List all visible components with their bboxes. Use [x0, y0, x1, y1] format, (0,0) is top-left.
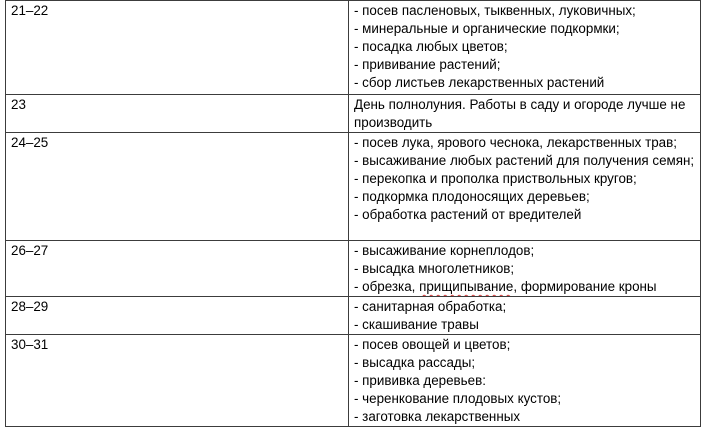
list-item [354, 278, 696, 296]
list-item: - минеральные и органические подкормки; [354, 21, 620, 36]
list-item: - посев овощей и цветов; [354, 337, 511, 352]
list-item: - высаживание любых растений для получения семян; [354, 153, 695, 168]
list-item: - заготовка лекарственных [354, 409, 521, 424]
list-item: - посев лука, ярового чеснока, лекарственных трав; [354, 135, 677, 150]
list-item: - сбор листьев лекарственных растений [354, 75, 605, 90]
date-text: 23 [11, 97, 26, 112]
work-cell [349, 1, 701, 95]
list-item: - высадка рассады; [354, 355, 476, 370]
table-row [6, 1, 701, 95]
list-item: День полнолуния. Работы в саду и огороде лучше не производить [354, 97, 686, 130]
spellcheck-underlined-word: прищипывание [419, 279, 514, 294]
date-cell [6, 133, 349, 241]
table-row [6, 241, 701, 297]
list-item: - скашивание травы [354, 317, 479, 332]
work-cell [349, 241, 701, 297]
list-item: - посев пасленовых, тыквенных, луковичных; [354, 3, 636, 18]
list-item: - прививка деревьев: [354, 373, 486, 388]
table-row [6, 335, 701, 427]
list-item: - обработка растений от вредителей [354, 207, 582, 222]
date-cell [6, 95, 349, 133]
work-cell [349, 297, 701, 335]
list-item: - посадка любых цветов; [354, 39, 508, 54]
date-text: 26–27 [11, 243, 49, 258]
date-cell [6, 335, 349, 427]
table-row [6, 297, 701, 335]
list-item: - перекопка и прополка приствольных кругов; [354, 171, 637, 186]
list-item-suffix: , формирование кроны [513, 279, 657, 294]
lunar-calendar-table [5, 0, 701, 427]
list-item-prefix: - обрезка, [354, 279, 420, 294]
table-row [6, 133, 701, 241]
list-item: - высаживание корнеплодов; [354, 243, 535, 258]
list-item: - санитарная обработка; [354, 299, 507, 314]
table-row [6, 95, 701, 133]
list-item: - высадка многолетников; [354, 261, 515, 276]
date-cell [6, 241, 349, 297]
work-cell [349, 95, 701, 133]
work-cell [349, 335, 701, 427]
list-item: - прививание растений; [354, 57, 501, 72]
date-cell [6, 297, 349, 335]
date-text: 30–31 [11, 337, 49, 352]
list-item: - подкормка плодоносящих деревьев; [354, 189, 590, 204]
list-item: - черенкование плодовых кустов; [354, 391, 562, 406]
work-cell [349, 133, 701, 241]
date-text: 28–29 [11, 299, 49, 314]
date-cell [6, 1, 349, 95]
date-text: 21–22 [11, 3, 49, 18]
date-text: 24–25 [11, 135, 49, 150]
